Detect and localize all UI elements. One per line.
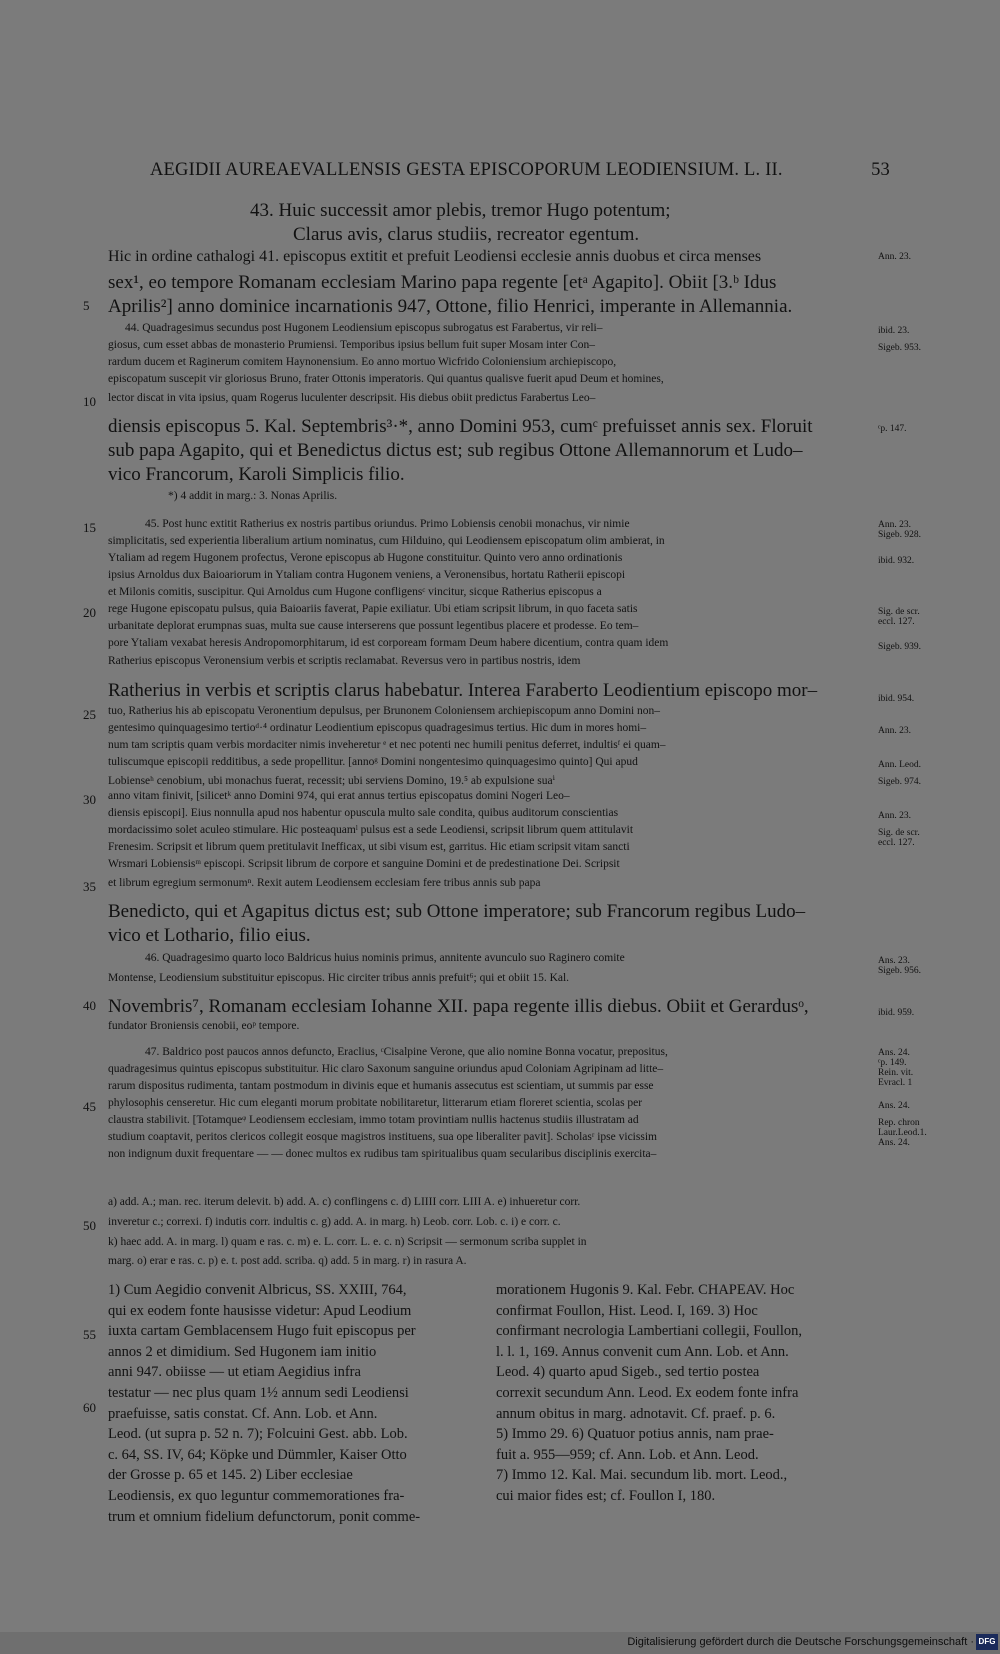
text-line: gentesimo quinquagesimo tertioᵈ·⁴ ordinatur Leodientium episcopus quadragesimus tertius. Hic dum in mores homi– (108, 722, 647, 734)
text-line: 43. Huic successit amor plebis, tremor Hugo potentum; (250, 200, 671, 221)
text-line: urbanitate deplorat erumpnas suas, multa sue cause interserens que possunt legentibus placere et prodesse. Eo tem– (108, 620, 639, 632)
footnote-line: c. 64, SS. IV, 64; Köpke und Dümmler, Kaiser Otto (108, 1446, 407, 1463)
margin-note: Ans. 24. (878, 1138, 910, 1148)
text-line: mordacissimo solet aculeo stimulare. Hic posteaquamˡ pulsus est a sede Leodiensi, scripsit librum quem attitulavit (108, 824, 634, 836)
header-title: AEGIDII AUREAEVALLENSIS GESTA EPISCOPORUM LEODIENSIUM. L. II. (150, 160, 783, 180)
text-line: simplicitatis, sed experientia liberalium artium nominatus, cum Hilduino, qui Leodiensem episcopatum olim ambierat, in (108, 535, 665, 547)
margin-note: Ans. 23. (878, 956, 910, 966)
text-line: Lobienseʰ cenobium, ubi monachus fuerat, recessit; ubi serviens Domino, 19.⁵ ab expulsione suaⁱ (108, 775, 555, 787)
footnote-line: qui ex eodem fonte hausisse videtur: Apud Leodium (108, 1302, 412, 1319)
footnote-line: Leodiensis, ex quo leguntur commemorationes fra- (108, 1488, 405, 1504)
margin-note: ᶜp. 149. (878, 1058, 907, 1068)
footnote-line: Leod. (ut supra p. 52 n. 7); Folcuini Gest. abb. Lob. (108, 1426, 408, 1443)
margin-note: eccl. 127. (878, 838, 915, 848)
footnote-line: annum obitus in marg. adnotavit. Cf. praef. p. 6. (496, 1405, 776, 1422)
text-line: Frenesim. Scripsit et librum quem pretitulavit Inefficax, ut sibi visum est, garritus. Hic etiam scripsit vitam sancti (108, 841, 630, 853)
footnote-line: confirmant necrologia Lambertiani collegii, Foullon, (496, 1323, 803, 1340)
footnote-line: trum et omnium fidelium defunctorum, ponit comme- (108, 1508, 421, 1525)
text-line: Clarus avis, clarus studiis, recreator egentum. (293, 224, 640, 245)
text-line: sex¹, eo tempore Romanam ecclesiam Marino papa regente [etᵃ Agapito]. Obiit [3.ᵇ Idus (108, 272, 777, 293)
text-line: 47. Baldrico post paucos annos defuncto, Eraclius, ᶜCisalpine Verone, que alio nomine Bonna vocatur, prepositus, (145, 1046, 668, 1058)
text-line: et librum egregium sermonumⁿ. Rexit autem Leodiensem ecclesiam fere tribus annis sub papa (108, 877, 541, 889)
margin-note: ibid. 954. (878, 694, 915, 704)
margin-note: eccl. 127. (878, 617, 915, 627)
text-line: et Milonis comitis, suscipitur. Qui Arnoldus cum Hugone confligensᶜ vincitur, sicque Ratherius episcopus a (108, 586, 602, 598)
line-number: 60 (83, 1400, 96, 1415)
apparatus-line: k) haec add. A. in marg. l) quam e ras. c. m) e. L. corr. L. e. c. n) Scripsit — sermonum scriba supplet in (108, 1236, 587, 1248)
margin-note: Sigeb. 956. (878, 966, 922, 976)
margin-note: Evracl. 1 (878, 1078, 913, 1088)
footnote-line: correxit secundum Ann. Leod. Ex eodem fonte infra (496, 1385, 799, 1401)
text-line: rarum dispositus rudimenta, tantam postmodum in divinis eque et humanis assecutus est scientiam, ut summis par esse (108, 1080, 654, 1092)
line-number: 55 (83, 1327, 96, 1342)
text-line: diensis episcopus 5. Kal. Septembris³·*, anno Domini 953, cumᶜ prefuisset annis sex. Floruit (108, 416, 813, 437)
text-line: Novembris⁷, Romanam ecclesiam Iohanne XII. papa regente illis diebus. Obiit et Gerardusᵒ, (108, 996, 809, 1017)
footnote-line: fuit a. 955—959; cf. Ann. Lob. et Ann. Leod. (496, 1446, 759, 1463)
text-line: vico et Lothario, filio eius. (108, 925, 311, 946)
margin-note: Ann. Leod. (878, 760, 922, 770)
text-line: 45. Post hunc extitit Ratherius ex nostris partibus oriundus. Primo Lobiensis cenobii monachus, vir nimie (145, 518, 630, 530)
footnote-line: 5) Immo 29. 6) Quatuor potius annis, nam prae- (496, 1426, 774, 1443)
text-line: Ratherius in verbis et scriptis clarus habebatur. Interea Faraberto Leodientium episcopo mor– (108, 680, 818, 701)
margin-note: Ann. 23. (878, 726, 911, 736)
apparatus-line: inveretur c.; correxi. f) indutis corr. indultis c. g) add. A. in marg. h) Leob. corr. Lob. c. i) e corr. c. (108, 1216, 561, 1228)
margin-note: ibid. 932. (878, 556, 915, 566)
footnote-line: annos 2 et dimidium. Sed Hugonem iam initio (108, 1343, 377, 1360)
text-line: pore Ytaliam vexabat heresis Andropomorphitarum, id est corpoream formam Deum habere dicentium, contra quam idem (108, 637, 669, 649)
text-line: claustra stabilivit. [Totamqueᵠ Leodiensem ecclesiam, immo totam provintiam nullis hactenus studiis illustratam ad (108, 1114, 639, 1126)
text-line: tuo, Ratherius his ab episcopatu Veronentium depulsus, per Brunonem Coloniensem archiepiscopum anno Domini non– (108, 705, 661, 717)
footnote-line: Leod. 4) quarto apud Sigeb., sed tertio postea (496, 1364, 760, 1381)
apparatus-line: marg. o) erar e ras. c. p) e. t. post add. scriba. q) add. 5 in marg. r) in rasura A. (108, 1255, 467, 1267)
line-number: 50 (83, 1218, 96, 1233)
line-number: 40 (83, 998, 96, 1013)
text-line: ipsius Arnoldus dux Baioariorum in Ytaliam contra Hugonem veniens, a Veronensibus, hortatu Ratherii episcopi (108, 569, 626, 581)
text-line: Hic in ordine cathalogi 41. episcopus extitit et prefuit Leodiensi ecclesie annis duobus et circa menses (108, 248, 762, 265)
text-line: sub papa Agapito, qui et Benedictus dictus est; sub regibus Ottone Allemannorum et Ludo– (108, 440, 803, 461)
text-line: studium coaptavit, peritos clericos collegit eosque magistros instituens, sua ope liberaliter pavit]. Scholasʳ ipse vicissim (108, 1131, 657, 1143)
text-line: Ytaliam ad regem Hugonem profectus, Verone episcopus ab Hugone constituitur. Quinto vero anno ordinationis (108, 552, 623, 564)
text-line: num tam scriptis quam verbis mordaciter nimis inveheretur ᵉ et nec potenti nec humili penitus deferret, indultisᶠ ei quam– (108, 739, 666, 751)
line-number: 15 (83, 520, 96, 535)
line-number: 35 (83, 879, 96, 894)
text-line: Benedicto, qui et Agapitus dictus est; sub Ottone imperatore; sub Francorum regibus Ludo– (108, 901, 806, 922)
line-number: 5 (83, 298, 90, 313)
text-line: episcopatum suscepit vir gloriosus Bruno, frater Ottonis imperatoris. Qui quantus qualisve fuerit apud Deum et homines, (108, 373, 664, 385)
text-line: vico Francorum, Karoli Simplicis filio. (108, 464, 405, 485)
margin-note: ibid. 959. (878, 1008, 915, 1018)
footnote-line: confirmat Foullon, Hist. Leod. I, 169. 3) Hoc (496, 1302, 758, 1319)
text-line: Montense, Leodiensium substituitur episcopus. Hic circiter tribus annis prefuit⁶; qui et obiit 15. Kal. (108, 972, 570, 984)
margin-note: Laur.Leod.1. (878, 1128, 927, 1138)
margin-note: Sig. de scr. (878, 607, 920, 617)
text-line: diensis episcopi]. Eius nonnulla apud nos habentur opuscula multo sale condita, quibus auditorum conscientias (108, 807, 619, 819)
text-line: Wrsmari Lobiensisᵐ episcopi. Scripsit librum de corpore et sanguine Domini et de predestinatione Dei. Scripsit (108, 858, 620, 870)
text-line: non indignum duxit frequentare — — donec multos ex rudibus tam spiritualibus quam secularibus disciplinis exercita– (108, 1148, 657, 1160)
text-line: Ratherius episcopus Veronensium verbis et scriptis reclamabat. Reversus vero in partibus nostris, idem (108, 655, 581, 667)
text-line: anno vitam finivit, [silicetᵏ anno Domini 974, qui erat annus tertius episcopatus domini Nogeri Leo– (108, 790, 570, 802)
line-number: 45 (83, 1099, 96, 1114)
margin-note: Sigeb. 953. (878, 343, 922, 353)
line-number: 30 (83, 792, 96, 807)
footnote-line: morationem Hugonis 9. Kal. Febr. CHAPEAV. Hoc (496, 1282, 795, 1298)
dfg-logo: DFG (976, 1634, 998, 1650)
margin-note: Ann. 23. (878, 252, 911, 262)
margin-note: Ans. 24. (878, 1048, 910, 1058)
funding-notice: Digitalisierung gefördert durch die Deutsche Forschungsgemeinschaft · (627, 1636, 974, 1648)
footnote-line: praefuisse, satis constat. Cf. Ann. Lob. et Ann. (108, 1405, 378, 1422)
text-line: lector discat in vita ipsius, quam Rogerus luculenter descripsit. His diebus obiit predictus Farabertus Leo– (108, 392, 596, 404)
text-line: quadragesimus quintus episcopus substituitur. Hic claro Saxonum sanguine oriundus apud Coloniam Agripinam ad litte– (108, 1063, 664, 1075)
text-line: tuliscumque episcopii redditibus, a sede propellitur. [annoᵍ Domini nongentesimo quinquagesimo quinto] Qui apud (108, 756, 638, 768)
running-header (150, 160, 890, 181)
text-line: 46. Quadragesimo quarto loco Baldricus huius nominis primus, annitente avunculo suo Raginero comite (145, 952, 625, 964)
footnote-line: l. l. 1, 169. Annus convenit cum Ann. Lob. et Ann. (496, 1343, 789, 1360)
margin-note: Ans. 24. (878, 1101, 910, 1111)
margin-note: Sigeb. 974. (878, 777, 922, 787)
page-number: 53 (871, 160, 890, 180)
margin-note: Sig. de scr. (878, 828, 920, 838)
margin-note: Ann. 23. (878, 811, 911, 821)
line-number: 25 (83, 707, 96, 722)
margin-note: ibid. 23. (878, 326, 910, 336)
margin-note: Sigeb. 939. (878, 642, 922, 652)
footnote-line: testatur — nec plus quam 1½ annum sedi Leodiensi (108, 1385, 409, 1401)
margin-note: ᶜp. 147. (878, 424, 907, 434)
footnote-line: anni 947. obiisse — ut etiam Aegidius infra (108, 1364, 361, 1381)
footnote-line: 1) Cum Aegidio convenit Albricus, SS. XXIII, 764, (108, 1282, 407, 1298)
margin-note: Ann. 23. (878, 520, 911, 530)
text-line: phylosophis censeretur. Hic cum eleganti morum probitate nobilitaretur, litterarum etiam floreret scientia, scolas per (108, 1097, 643, 1109)
margin-note: Rep. chron (878, 1118, 920, 1128)
margin-note: Sigeb. 928. (878, 530, 922, 540)
text-line: rege Hugone episcopatu pulsus, quia Baioariis faverat, Papie exiliatur. Ubi etiam scripsit librum, in quo faceta satis (108, 603, 638, 615)
footnote-line: 7) Immo 12. Kal. Mai. secundum lib. mort. Leod., (496, 1467, 788, 1484)
footnote-line: iuxta cartam Gemblacensem Hugo fuit episcopus per (108, 1323, 416, 1340)
footnote-line: cui maior fides est; cf. Foullon I, 180. (496, 1488, 716, 1504)
text-line: 44. Quadragesimus secundus post Hugonem Leodiensium episcopus subrogatus est Farabertus, vir reli– (125, 322, 603, 334)
footnote-line: der Grosse p. 65 et 145. 2) Liber ecclesiae (108, 1467, 353, 1484)
line-number: 20 (83, 605, 96, 620)
line-number: 10 (83, 394, 96, 409)
margin-note: Rein. vit. (878, 1068, 914, 1078)
text-line: giosus, cum esset abbas de monasterio Prumiensi. Temporibus ipsius bellum fuit super Mosam inter Con– (108, 339, 596, 351)
text-line: Aprilis²] anno dominice incarnationis 947, Ottone, filio Henrici, imperante in Allemannia. (108, 296, 793, 317)
text-line: rardum ducem et Raginerum comitem Haynonensium. Eo anno mortuo Wicfrido Coloniensium archiepiscopo, (108, 356, 617, 368)
text-line: fundator Broniensis cenobii, eoᵖ tempore. (108, 1020, 300, 1032)
text-line: *) 4 addit in marg.: 3. Nonas Aprilis. (168, 490, 338, 502)
apparatus-line: a) add. A.; man. rec. iterum delevit. b) add. A. c) conflingens c. d) LIIII corr. LIII A. e) inhueretur corr. (108, 1196, 581, 1208)
